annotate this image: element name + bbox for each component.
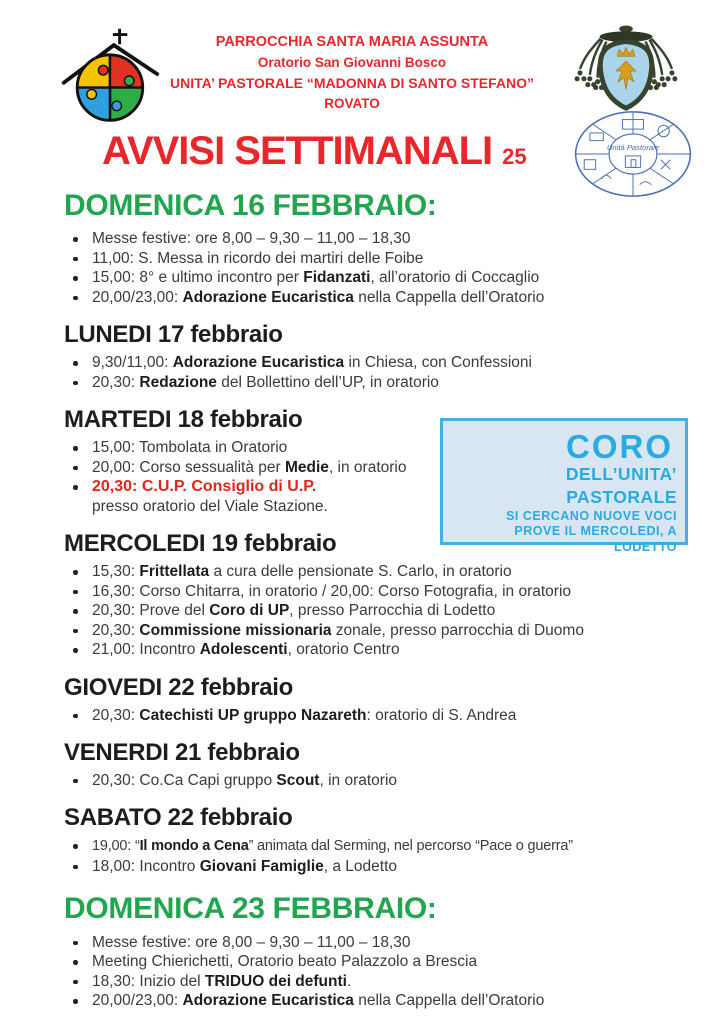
event-list [64, 706, 696, 726]
event-item: 15,00: Tombolata in Oratorio [64, 438, 696, 458]
day-section [64, 740, 696, 790]
event-item: 18,00: Incontro Giovani Famiglie, a Lodetto [64, 857, 696, 877]
event-list [64, 562, 696, 660]
event-list [64, 353, 696, 392]
day-heading: MERCOLEDI 19 febbraio [64, 530, 337, 558]
day-heading: DOMENICA 23 FEBBRAIO: [64, 892, 437, 926]
seal-center-text: Unità Pastorale [606, 143, 660, 153]
bishop-crest-icon [566, 24, 686, 119]
page-title: AVVISI SETTIMANALI [102, 129, 493, 173]
day-heading: LUNEDI 17 febbraio [64, 321, 283, 349]
parish-header [128, 32, 576, 114]
day-heading: VENERDI 21 febbraio [64, 739, 300, 767]
event-item: 19,00: “Il mondo a Cena” animata dal Serming, nel percorso “Pace o guerra” [64, 836, 696, 857]
unita-pastorale-name: UNITA’ PASTORALE “MADONNA DI SANTO STEFANO” [169, 75, 535, 91]
event-item: 20,00: Corso sessualità per Medie, in oratorio [64, 458, 696, 478]
day-section [64, 893, 696, 1010]
city-name: ROVATO [324, 95, 380, 111]
coro-subtitle: DELL’UNITA’ PASTORALE [565, 464, 677, 507]
event-item: Messe festive: ore 8,00 – 9,30 – 11,00 – 18,30 [64, 229, 696, 249]
event-item: 18,30: Inizio del TRIDUO dei defunti. [64, 972, 696, 992]
coro-text-voices: SI CERCANO NUOVE VOCI [506, 508, 677, 523]
event-list [64, 836, 696, 876]
day-section [64, 805, 696, 876]
coro-title: CORO [566, 428, 673, 465]
event-item: Messe festive: ore 8,00 – 9,30 – 11,00 – 18,30 [64, 933, 696, 953]
event-item: 20,30: Catechisti UP gruppo Nazareth: oratorio di S. Andrea [64, 706, 696, 726]
day-section [64, 675, 696, 725]
day-heading: GIOVEDI 22 febbraio [64, 673, 294, 701]
event-list [64, 933, 696, 1011]
event-item: 20,30: Prove del Coro di UP, presso Parrocchia di Lodetto [64, 601, 696, 621]
coro-text-rehearsal: PROVE IL MERCOLEDI, A LODETTO [514, 524, 677, 554]
coro-announcement-box [440, 418, 688, 554]
event-item: 15,00: 8° e ultimo incontro per Fidanzati, all’oratorio di Coccaglio [64, 268, 696, 288]
day-section [64, 322, 696, 392]
event-item: 9,30/11,00: Adorazione Eucaristica in Chiesa, con Confessioni [64, 353, 696, 373]
event-item: 20,00/23,00: Adorazione Eucaristica nella Cappella dell’Oratorio [64, 288, 696, 308]
event-item: 20,30: Commissione missionaria zonale, presso parrocchia di Duomo [64, 621, 696, 641]
event-item: 20,30: Redazione del Bollettino dell’UP, in oratorio [64, 373, 696, 393]
event-item: 11,00: S. Messa in ricordo dei martiri delle Foibe [64, 249, 696, 269]
event-subline: presso oratorio del Viale Stazione. [92, 497, 328, 515]
issue-number: 25 [502, 144, 527, 169]
day-heading: MARTEDI 18 febbraio [64, 406, 303, 434]
day-section [64, 190, 696, 307]
page-title-row [102, 130, 527, 172]
day-heading: SABATO 22 febbraio [64, 804, 293, 832]
event-list [64, 229, 696, 307]
event-item: 21,00: Incontro Adolescenti, oratorio Centro [64, 640, 696, 660]
parish-name: PARROCCHIA SANTA MARIA ASSUNTA [215, 34, 489, 50]
announcements-list [64, 190, 696, 1011]
event-list [64, 771, 696, 791]
event-item: 16,30: Corso Chitarra, in oratorio / 20,00: Corso Fotografia, in oratorio [64, 582, 696, 602]
oratorio-name: Oratorio San Giovanni Bosco [257, 54, 447, 70]
event-item: 20,30: C.U.P. Consiglio di U.P. presso oratorio del Viale Stazione. [64, 477, 696, 516]
event-item: 20,00/23,00: Adorazione Eucaristica nella Cappella dell’Oratorio [64, 991, 696, 1011]
event-item: Meeting Chierichetti, Oratorio beato Palazzolo a Brescia [64, 952, 696, 972]
event-item: 15,30: Frittellata a cura delle pensionate S. Carlo, in oratorio [64, 562, 696, 582]
event-item: 20,30: Co.Ca Capi gruppo Scout, in oratorio [64, 771, 696, 791]
day-heading: DOMENICA 16 FEBBRAIO: [64, 189, 437, 222]
